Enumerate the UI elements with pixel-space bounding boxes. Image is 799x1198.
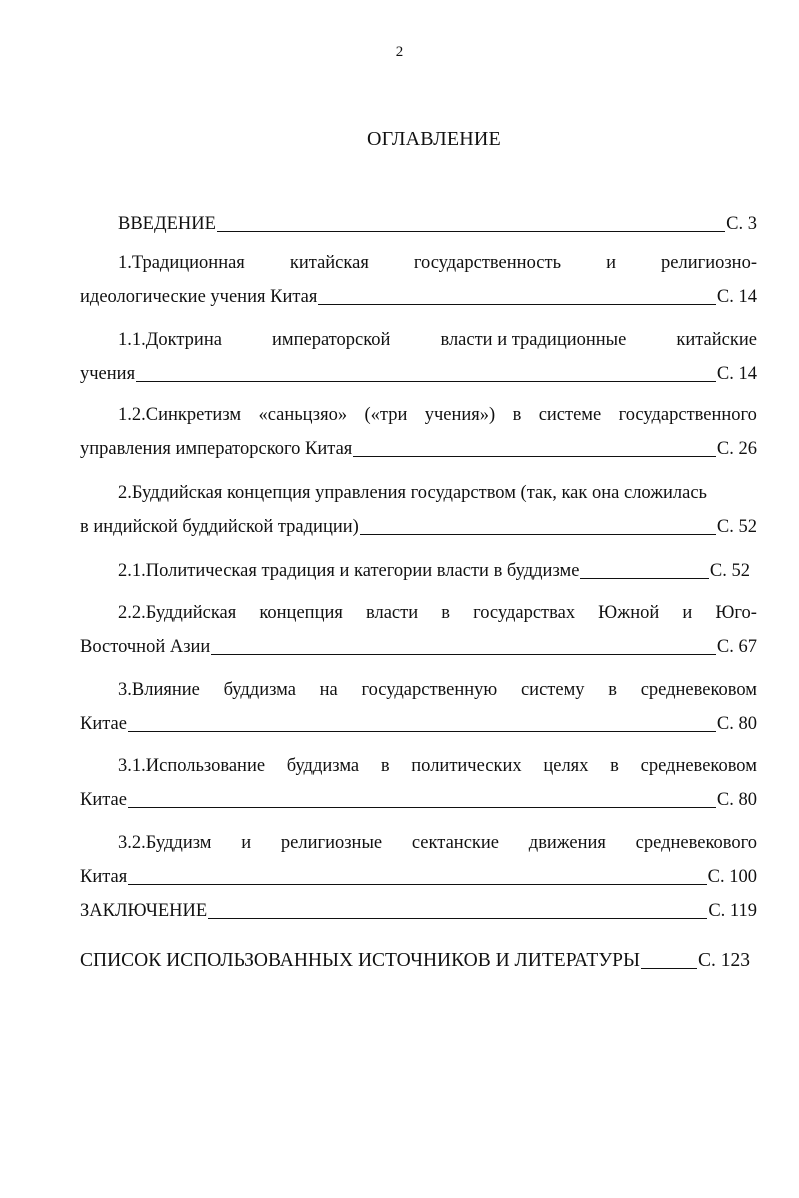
toc-entry-word: на bbox=[319, 680, 338, 700]
toc-entry-page: С. 26 bbox=[716, 439, 757, 459]
toc-entry-word: сектанские bbox=[411, 833, 500, 853]
leader-line bbox=[580, 578, 708, 579]
toc-entry-word: Южной bbox=[598, 603, 660, 623]
leader-line bbox=[211, 654, 716, 655]
toc-entry-word: и bbox=[606, 253, 616, 273]
toc-entry-section-3-1[interactable] bbox=[80, 749, 757, 817]
toc-entry-page: С. 123 bbox=[697, 950, 750, 971]
toc-entry-continuation: учения bbox=[80, 364, 136, 384]
page-number: 2 bbox=[395, 44, 404, 60]
toc-title: ОГЛАВЛЕНИЕ bbox=[367, 128, 501, 150]
toc-entry-word: в bbox=[512, 405, 522, 425]
toc-entry-section-1-2[interactable] bbox=[80, 398, 757, 466]
toc-entry-page: С. 100 bbox=[707, 867, 757, 887]
toc-entry-word: в bbox=[610, 756, 619, 776]
toc-entry-word: 3.Влияние bbox=[118, 680, 200, 700]
toc-entry-word: целях bbox=[543, 756, 589, 776]
toc-entry-bibliography[interactable] bbox=[80, 944, 750, 978]
toc-entry-chapter-3[interactable] bbox=[80, 673, 757, 741]
toc-entry-word: средневековом bbox=[640, 680, 757, 700]
toc-entry-introduction[interactable] bbox=[80, 207, 757, 241]
toc-entry-word: системе bbox=[538, 405, 602, 425]
toc-entry-word: 1.2.Синкретизм bbox=[118, 405, 242, 425]
toc-entry-word: 3.1.Использование bbox=[118, 756, 266, 776]
toc-entry-word: политических bbox=[411, 756, 522, 776]
toc-entry-page: С. 52 bbox=[709, 561, 750, 581]
toc-entry-page: С. 14 bbox=[716, 287, 757, 307]
leader-line bbox=[128, 807, 716, 808]
toc-entry-word: движения bbox=[528, 833, 606, 853]
leader-line bbox=[641, 968, 697, 969]
toc-entry-word: буддизма bbox=[286, 756, 360, 776]
toc-entry-chapter-2[interactable] bbox=[80, 476, 757, 544]
toc-entry-continuation: Китае bbox=[80, 790, 127, 810]
toc-entry-word: императорской bbox=[271, 330, 391, 350]
toc-entry-chapter-1[interactable] bbox=[80, 246, 757, 314]
toc-entry-word: 3.2.Буддизм bbox=[118, 833, 212, 853]
toc-entry-page: С. 80 bbox=[716, 714, 757, 734]
toc-entry-conclusion[interactable] bbox=[80, 894, 757, 928]
toc-entry-word: власти bbox=[365, 603, 419, 623]
leader-line bbox=[318, 304, 716, 305]
toc-entry-word: государственность bbox=[413, 253, 562, 273]
toc-entry-word: средневекового bbox=[635, 833, 757, 853]
toc-entry-continuation: Китае bbox=[80, 714, 127, 734]
toc-entry-word: Юго- bbox=[715, 603, 757, 623]
toc-entry-word: систему bbox=[520, 680, 585, 700]
toc-entry-word: в bbox=[608, 680, 617, 700]
toc-entry-word: религиозные bbox=[280, 833, 383, 853]
toc-entry-word: «саньцзяо» bbox=[258, 405, 348, 425]
toc-entry-word: и bbox=[241, 833, 252, 853]
toc-entry-section-2-1[interactable] bbox=[80, 554, 750, 588]
toc-entry-word: китайская bbox=[289, 253, 369, 273]
toc-entry-page: С. 67 bbox=[716, 637, 757, 657]
toc-entry-word: 1.1.Доктрина bbox=[118, 330, 222, 350]
leader-line bbox=[128, 884, 706, 885]
toc-entry-continuation: Китая bbox=[80, 867, 128, 887]
toc-entry-page: С. 3 bbox=[726, 214, 757, 234]
toc-entry-word: государствах bbox=[473, 603, 576, 623]
toc-entry-word: и bbox=[682, 603, 693, 623]
toc-entry-section-3-2[interactable] bbox=[80, 826, 757, 894]
toc-entry-word: буддизма bbox=[223, 680, 296, 700]
toc-entry-page: С. 14 bbox=[716, 364, 757, 384]
toc-entry-word: в bbox=[380, 756, 390, 776]
toc-entry-word: концепция bbox=[259, 603, 343, 623]
toc-entry-heading: ВВЕДЕНИЕ bbox=[118, 214, 216, 234]
toc-entry-word: средневековом bbox=[640, 756, 757, 776]
toc-entry-word: китайские bbox=[676, 330, 757, 350]
toc-entry-continuation: Восточной Азии bbox=[80, 637, 211, 657]
toc-entry-page: С. 52 bbox=[716, 517, 757, 537]
toc-entry-word: учения») bbox=[424, 405, 496, 425]
toc-entry-heading: СПИСОК ИСПОЛЬЗОВАННЫХ ИСТОЧНИКОВ И ЛИТЕРАТУРЫ bbox=[80, 950, 640, 971]
leader-line bbox=[217, 231, 725, 232]
toc-entry-continuation: в индийской буддийской традиции) bbox=[80, 517, 359, 537]
leader-line bbox=[128, 731, 716, 732]
leader-line bbox=[360, 534, 716, 535]
toc-entry-heading: 2.1.Политическая традиция и категории власти в буддизме bbox=[118, 561, 580, 581]
toc-entry-page: С. 80 bbox=[716, 790, 757, 810]
toc-entry-word: («три bbox=[364, 405, 408, 425]
toc-entry-word: 1.Традиционная bbox=[118, 253, 245, 273]
toc-entry-heading: ЗАКЛЮЧЕНИЕ bbox=[80, 901, 208, 921]
toc-entry-section-1-1[interactable] bbox=[80, 323, 757, 391]
toc-entry-word: в bbox=[441, 603, 450, 623]
leader-line bbox=[136, 381, 716, 382]
leader-line bbox=[208, 918, 707, 919]
toc-entry-word: 2.2.Буддийская bbox=[118, 603, 237, 623]
toc-entry-word: власти и традиционные bbox=[440, 330, 627, 350]
toc-entry-continuation: управления императорского Китая bbox=[80, 439, 353, 459]
leader-line bbox=[353, 456, 716, 457]
toc-entry-word: государственную bbox=[361, 680, 498, 700]
toc-entry-continuation: идеологические учения Китая bbox=[80, 287, 318, 307]
toc-entry-word: религиозно- bbox=[661, 253, 757, 273]
toc-entry-word: государственного bbox=[618, 405, 757, 425]
toc-entry-section-2-2[interactable] bbox=[80, 596, 757, 664]
toc-entry-page: С. 119 bbox=[708, 901, 757, 921]
toc-entry-heading: 2.Буддийская концепция управления государством (так, как она сложилась bbox=[118, 483, 707, 503]
